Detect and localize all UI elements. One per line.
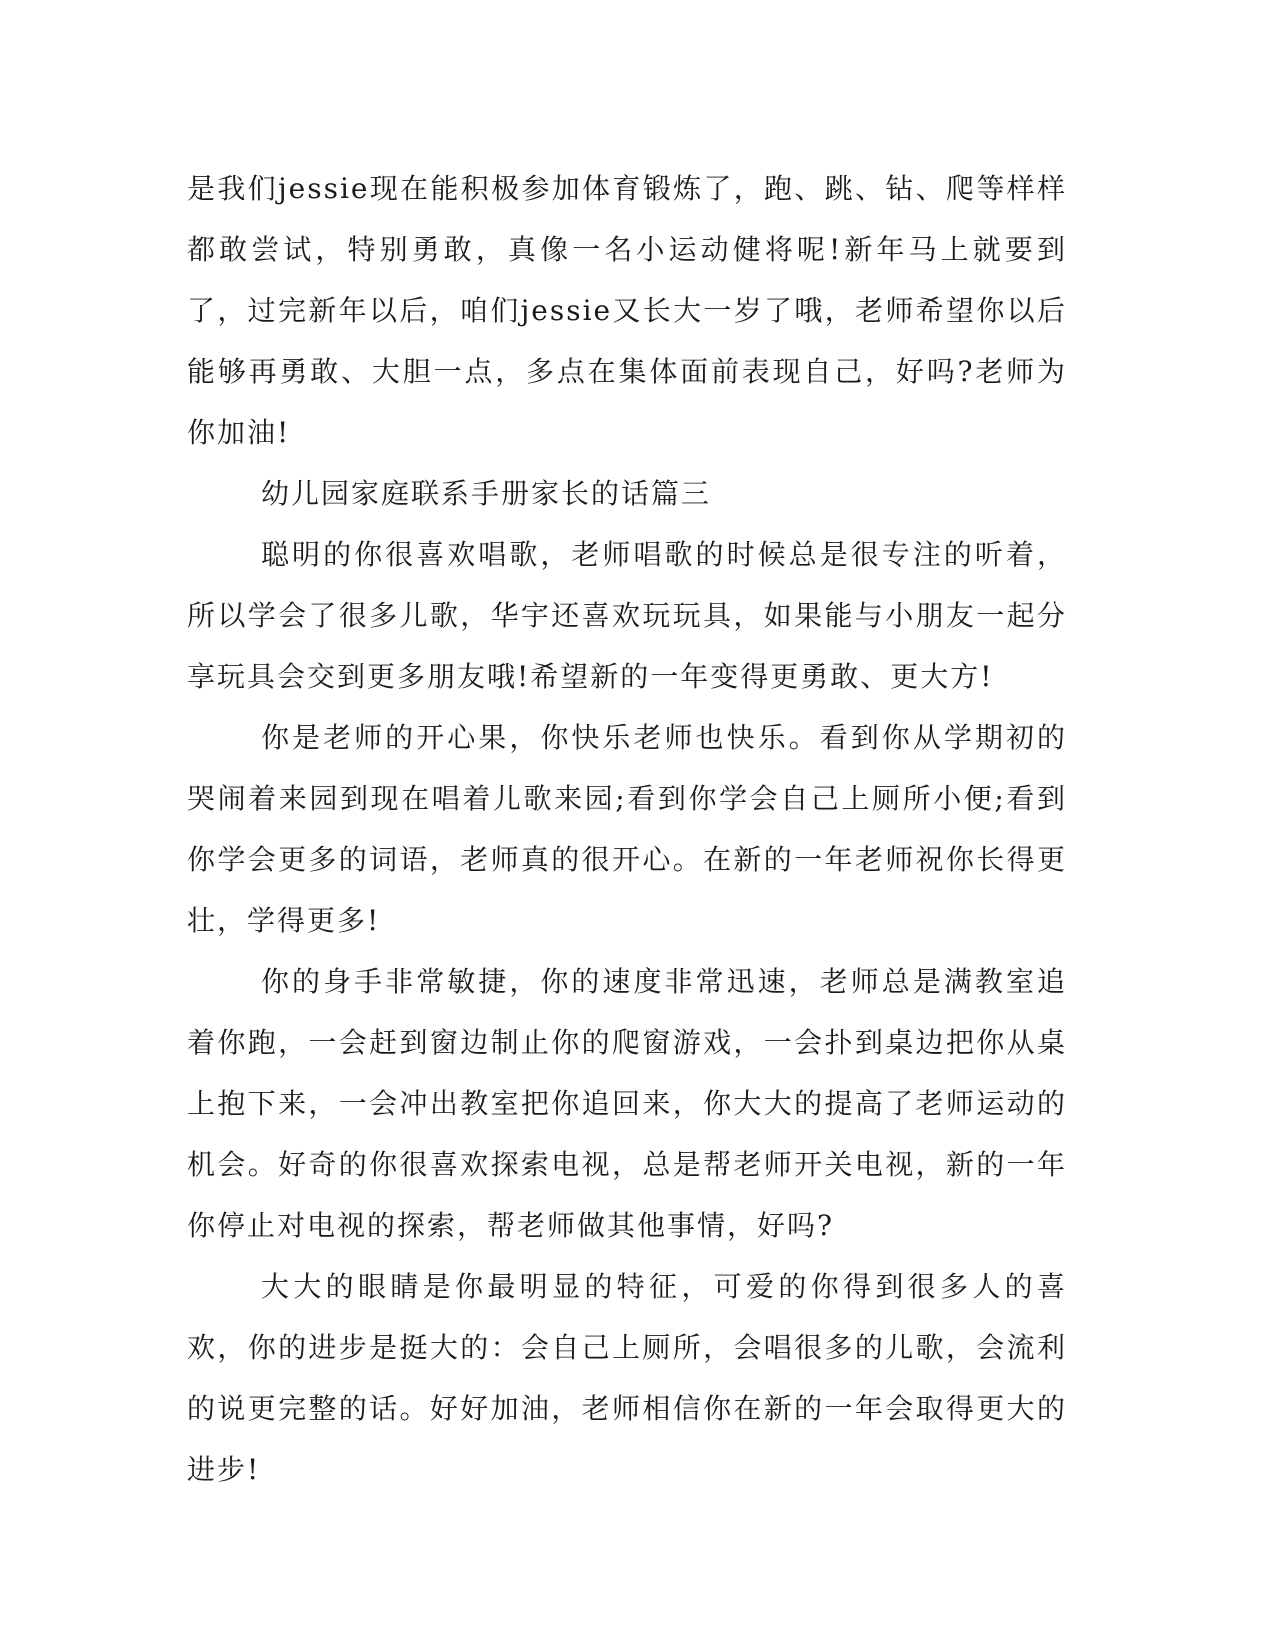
paragraph: 你是老师的开心果，你快乐老师也快乐。看到你从学期初的哭闹着来园到现在唱着儿歌来园;看到你学会自己上厕所小便;看到你学会更多的词语，老师真的很开心。在新的一年老师祝你长得更壮，学得更多! bbox=[187, 721, 1067, 937]
paragraph: 你的身手非常敏捷，你的速度非常迅速，老师总是满教室追着你跑，一会赶到窗边制止你的爬窗游戏，一会扑到桌边把你从桌上抱下来，一会冲出教室把你追回来，你大大的提高了老师运动的机会。好奇的你很喜欢探索电视，总是帮老师开关电视，新的一年你停止对电视的探索，帮老师做其他事情，好吗? bbox=[187, 965, 1067, 1242]
paragraph: 大大的眼睛是你最明显的特征，可爱的你得到很多人的喜欢，你的进步是挺大的：会自己上厕所，会唱很多的儿歌，会流利的说更完整的话。好好加油，老师相信你在新的一年会取得更大的进步! bbox=[187, 1270, 1067, 1486]
document-body bbox=[187, 158, 1067, 1500]
section-heading: 幼儿园家庭联系手册家长的话篇三 bbox=[261, 477, 712, 510]
paragraph-continued: 是我们jessie现在能积极参加体育锻炼了，跑、跳、钻、爬等样样都敢尝试，特别勇敢，真像一名小运动健将呢!新年马上就要到了，过完新年以后，咱们jessie又长大一岁了哦，老师希望你以后能够再勇敢、大胆一点，多点在集体面前表现自己，好吗?老师为你加油! bbox=[187, 172, 1067, 449]
paragraph: 聪明的你很喜欢唱歌，老师唱歌的时候总是很专注的听着，所以学会了很多儿歌，华宇还喜欢玩玩具，如果能与小朋友一起分享玩具会交到更多朋友哦!希望新的一年变得更勇敢、更大方! bbox=[187, 538, 1067, 693]
